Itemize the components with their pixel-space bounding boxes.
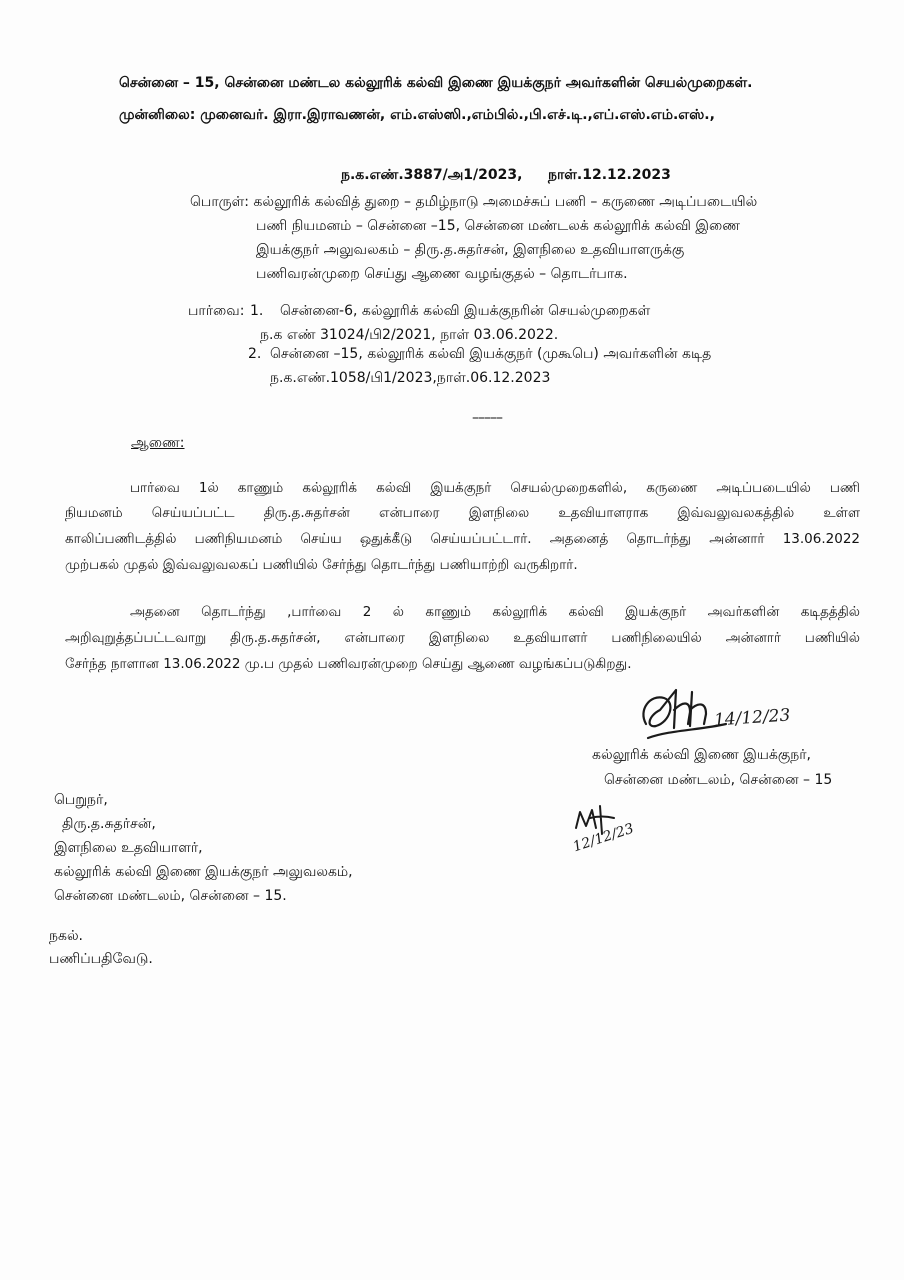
order-para-2-line-2: அறிவுறுத்தப்பட்டவாறு திரு.த.சுதர்சன், என்பாரை இளநிலை உதவியாளர் பணிநிலையில் அன்னார் பணியில்	[65, 630, 860, 646]
subject-line-1: பொருள்: கல்லூரிக் கல்வித் துறை – தமிழ்நாடு அமைச்சுப் பணி – கருணை அடிப்படையில்	[190, 194, 758, 210]
order-para-2-line-1: அதனை தொடர்ந்து ,பார்வை 2 ல் காணும் கல்லூரிக் கல்வி இயக்குநர் அவர்களின் கடிதத்தில்	[130, 604, 860, 620]
reference-number: ந.க.எண்.3887/அ1/2023,	[341, 167, 523, 183]
reference-item-2-line-2: ந.க.எண்.1058/பி1/2023,நாள்.06.12.2023	[270, 370, 551, 386]
order-para-2-line-3: சேர்ந்த நாளான 13.06.2022 மு.ப முதல் பணிவரன்முறை செய்து ஆணை வழங்கப்படுகிறது.	[65, 656, 632, 672]
reference-item-1-line-1: சென்னை-6, கல்லூரிக் கல்வி இயக்குநரின் செயல்முறைகள்	[280, 303, 651, 319]
references-label: பார்வை:	[188, 303, 245, 319]
initials-date: 12/12/23	[571, 820, 636, 856]
recipient-line-4: சென்னை மண்டலம், சென்னை – 15.	[54, 888, 287, 904]
recipient-line-1: திரு.த.சுதர்சன்,	[62, 816, 156, 832]
recipient-line-2: இளநிலை உதவியாளர்,	[54, 840, 203, 856]
copy-label: நகல்.	[49, 928, 84, 944]
reference-item-1-num: 1.	[250, 303, 264, 319]
subject-line-4: பணிவரன்முறை செய்து ஆணை வழங்குதல் – தொடர்பாக.	[256, 266, 628, 282]
order-para-1-line-3: காலிப்பணிடத்தில் பணிநியமனம் செய்ய ஒதுக்கீடு செய்யப்பட்டார். அதனைத் தொடர்ந்து அன்னார் 13.06.2022	[65, 531, 860, 547]
reference-item-2-line-1: சென்னை –15, கல்லூரிக் கல்வி இயக்குநர் (முகூபெ) அவர்களின் கடித	[270, 346, 712, 362]
section-divider: –––––	[472, 410, 502, 426]
order-heading: ஆணை:	[131, 435, 185, 451]
signatory-title-line-1: கல்லூரிக் கல்வி இணை இயக்குநர்,	[592, 747, 811, 763]
subject-line-2: பணி நியமனம் – சென்னை –15, சென்னை மண்டலக் கல்லூரிக் கல்வி இணை	[256, 218, 741, 234]
copy-line: பணிப்பதிவேடு.	[49, 951, 153, 967]
header-line-2: முன்னிலை: முனைவர். இரா.இராவணன், எம்.எஸ்ஸி.,எம்பில்.,பி.எச்.டி.,எப்.எஸ்.எம்.எஸ்.,	[119, 107, 715, 123]
order-para-1-line-4: முற்பகல் முதல் இவ்வலுவலகப் பணியில் சேர்ந்து தொடர்ந்து பணியாற்றி வருகிறார்.	[65, 557, 578, 573]
signature-date: 14/12/23	[713, 705, 791, 731]
reference-item-2-num: 2.	[248, 346, 262, 362]
header-line-1: சென்னை – 15, சென்னை மண்டல கல்லூரிக் கல்வி இணை இயக்குநர் அவர்களின் செயல்முறைகள்.	[119, 75, 753, 91]
order-para-1-line-1: பார்வை 1ல் காணும் கல்லூரிக் கல்வி இயக்குநர் செயல்முறைகளில், கருணை அடிப்படையில் பணி	[130, 480, 860, 496]
subject-line-3: இயக்குநர் அலுவலகம் – திரு.த.சுதர்சன், இளநிலை உதவியாளருக்கு	[256, 242, 685, 258]
reference-item-1-line-2: ந.க எண் 31024/பி2/2021, நாள் 03.06.2022.	[260, 327, 559, 343]
recipient-label: பெறுநர்,	[54, 792, 108, 808]
signatory-title-line-2: சென்னை மண்டலம், சென்னை – 15	[604, 772, 833, 788]
reference-date: நாள்.12.12.2023	[548, 167, 671, 183]
order-para-1-line-2: நியமனம் செய்யப்பட்ட திரு.த.சுதர்சன் என்பாரை இளநிலை உதவியாளராக இவ்வலுவலகத்தில் உள்ள	[65, 505, 860, 521]
recipient-line-3: கல்லூரிக் கல்வி இணை இயக்குநர் அலுவலகம்,	[54, 864, 353, 880]
